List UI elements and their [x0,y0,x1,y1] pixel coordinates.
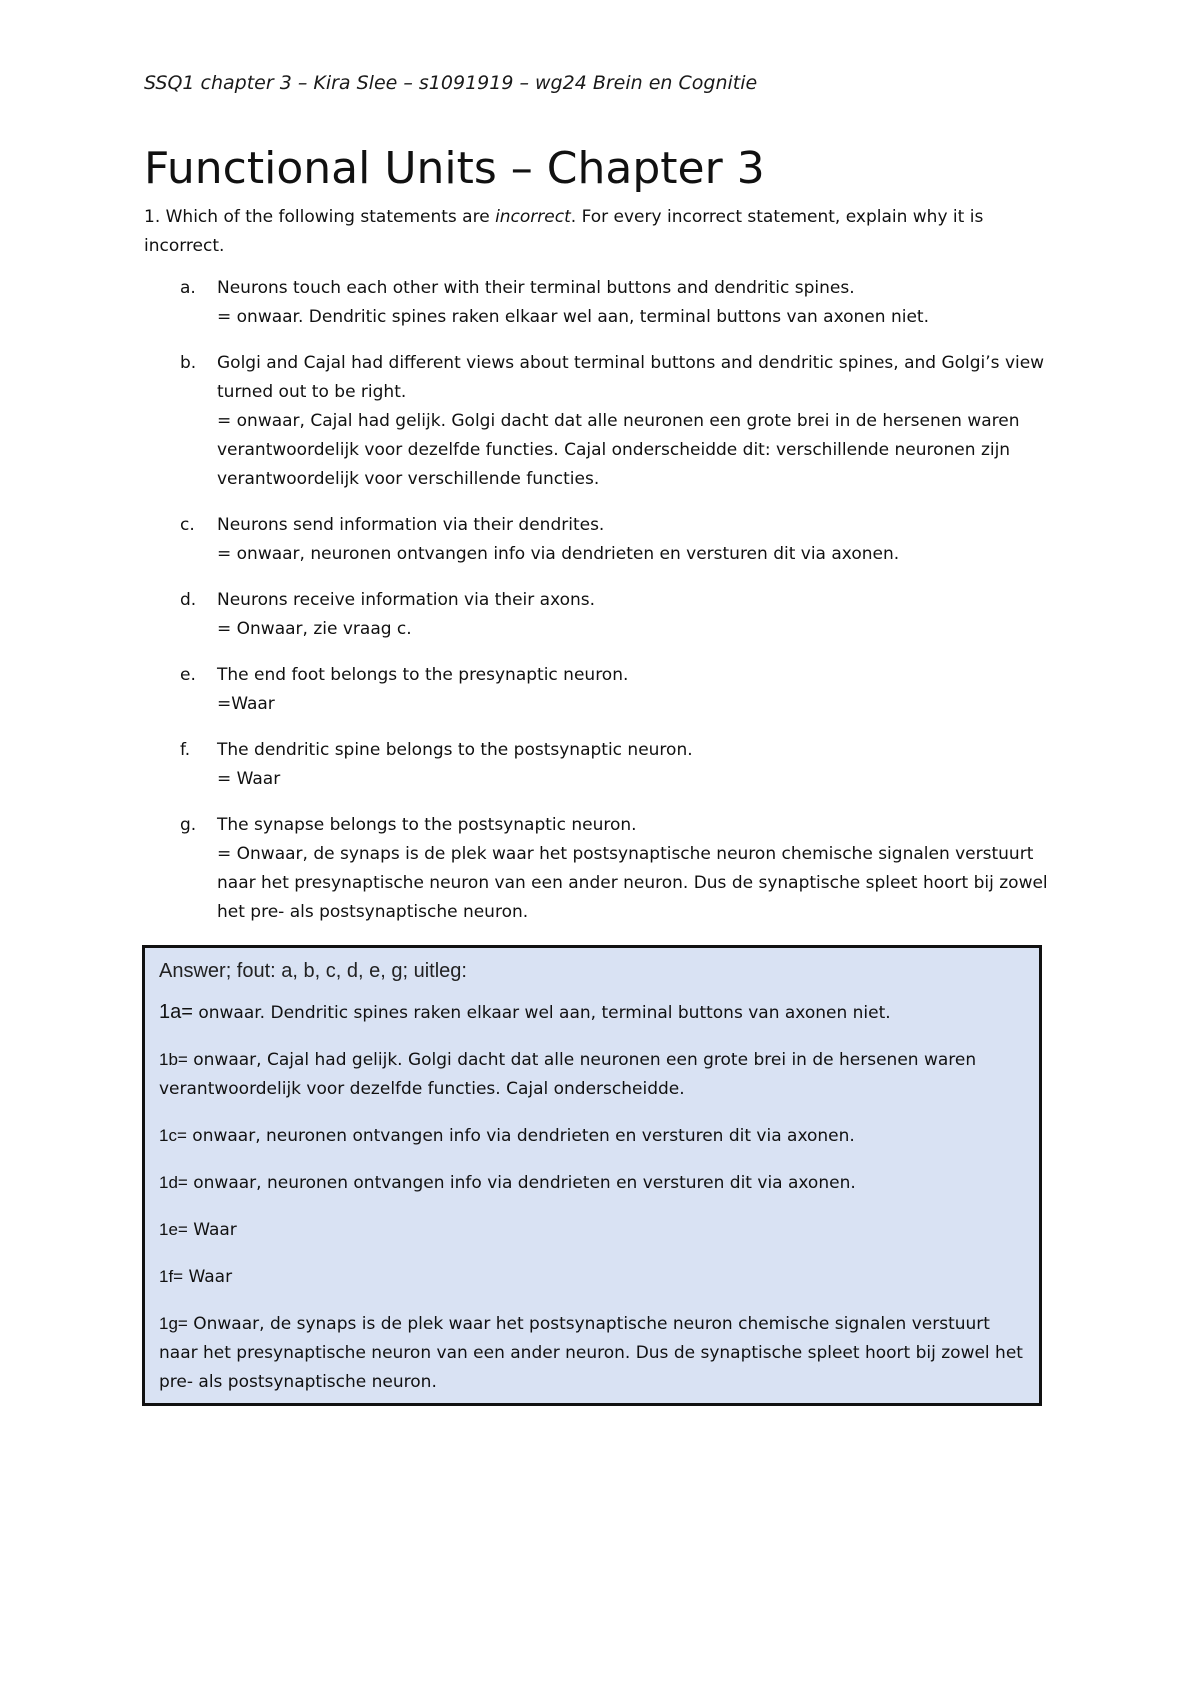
list-item [144,736,1074,794]
answer-text: Onwaar, de synaps is de plek waar het postsynaptische neuron chemische signalen verstuurt naar het presynaptische neuron van een ander neuron. Dus de synaptische spleet hoort bij zowel het pre- als postsynaptische neuron. [159,1314,1023,1392]
answer-entry [159,998,1027,1028]
item-statement: The synapse belongs to the postsynaptic neuron. [217,815,637,835]
answer-number: 1e= [159,1220,188,1239]
answer-entry [159,1309,1027,1397]
answer-number: 1f= [159,1267,184,1286]
item-letter: d. [180,590,197,610]
answer-entry [159,1168,1027,1198]
item-answer: = Onwaar, zie vraag c. [217,619,412,639]
list-item [144,811,1074,927]
answer-heading: Answer; fout: a, b, c, d, e, g; uitleg: [159,960,467,982]
answer-text: onwaar. Dendritic spines raken elkaar wel aan, terminal buttons van axonen niet. [192,1003,891,1023]
item-answer: = Waar [217,769,281,789]
list-item [144,586,1074,644]
answer-number: 1a= [159,1001,193,1023]
item-answer: = onwaar. Dendritic spines raken elkaar wel aan, terminal buttons van axonen niet. [217,307,929,327]
answer-number: 1b= [159,1050,188,1069]
item-answer: = onwaar, neuronen ontvangen info via dendrieten en versturen dit via axonen. [217,544,900,564]
page-title: Functional Units – Chapter 3 [144,143,765,194]
answer-text: onwaar, Cajal had gelijk. Golgi dacht dat alle neuronen een grote brei in de hersenen waren verantwoordelijk voor dezelfde functies. Cajal onderscheidde. [159,1050,977,1099]
item-letter: b. [180,353,197,373]
page-header: SSQ1 chapter 3 – Kira Slee – s1091919 – wg24 Brein en Cognitie [144,72,758,94]
question-emphasis: incorrect [495,207,571,227]
item-answer: = onwaar, Cajal had gelijk. Golgi dacht dat alle neuronen een grote brei in de hersenen waren verantwoordelijk voor dezelfde functies. Cajal onderscheidde dit: verschillende neuronen zijn verantwoordelijk voor verschillende functies. [217,411,1020,489]
answer-box [142,945,1042,1406]
list-item [144,349,1074,494]
answer-text: onwaar, neuronen ontvangen info via dendrieten en versturen dit via axonen. [187,1173,856,1193]
item-answer: =Waar [217,694,275,714]
question-prefix: 1. Which of the following statements are [144,207,496,227]
item-statement: Golgi and Cajal had different views about terminal buttons and dendritic spines, and Golgi’s view turned out to be right. [217,353,1045,402]
list-item [144,274,1074,332]
item-statement: Neurons receive information via their axons. [217,590,596,610]
answer-text: Waar [183,1267,233,1287]
list-item [144,511,1074,569]
answer-entry [159,1045,1027,1104]
item-letter: e. [180,665,196,685]
item-letter: a. [180,278,196,298]
answer-number: 1d= [159,1173,188,1192]
item-letter: c. [180,515,195,535]
answer-entry [159,1121,1027,1151]
answer-entry [159,1215,1027,1245]
question-text [144,203,1064,261]
statement-list [144,274,1074,944]
answer-number: 1g= [159,1314,188,1333]
item-letter: g. [180,815,197,835]
item-answer: = Onwaar, de synaps is de plek waar het postsynaptische neuron chemische signalen verstuurt naar het presynaptische neuron van een ander neuron. Dus de synaptische spleet hoort bij zowel het pre- als postsynaptische neuron. [217,844,1048,922]
answer-entry [159,1262,1027,1292]
question-suffix: . For every incorrect statement, explain why it is incorrect. [144,207,984,256]
answer-number: 1c= [159,1126,187,1145]
item-statement: The end foot belongs to the presynaptic neuron. [217,665,629,685]
answer-text: onwaar, neuronen ontvangen info via dendrieten en versturen dit via axonen. [186,1126,855,1146]
list-item [144,661,1074,719]
item-statement: Neurons send information via their dendrites. [217,515,605,535]
answer-text: Waar [187,1220,237,1240]
item-statement: The dendritic spine belongs to the postsynaptic neuron. [217,740,693,760]
item-statement: Neurons touch each other with their terminal buttons and dendritic spines. [217,278,855,298]
item-letter: f. [180,740,191,760]
